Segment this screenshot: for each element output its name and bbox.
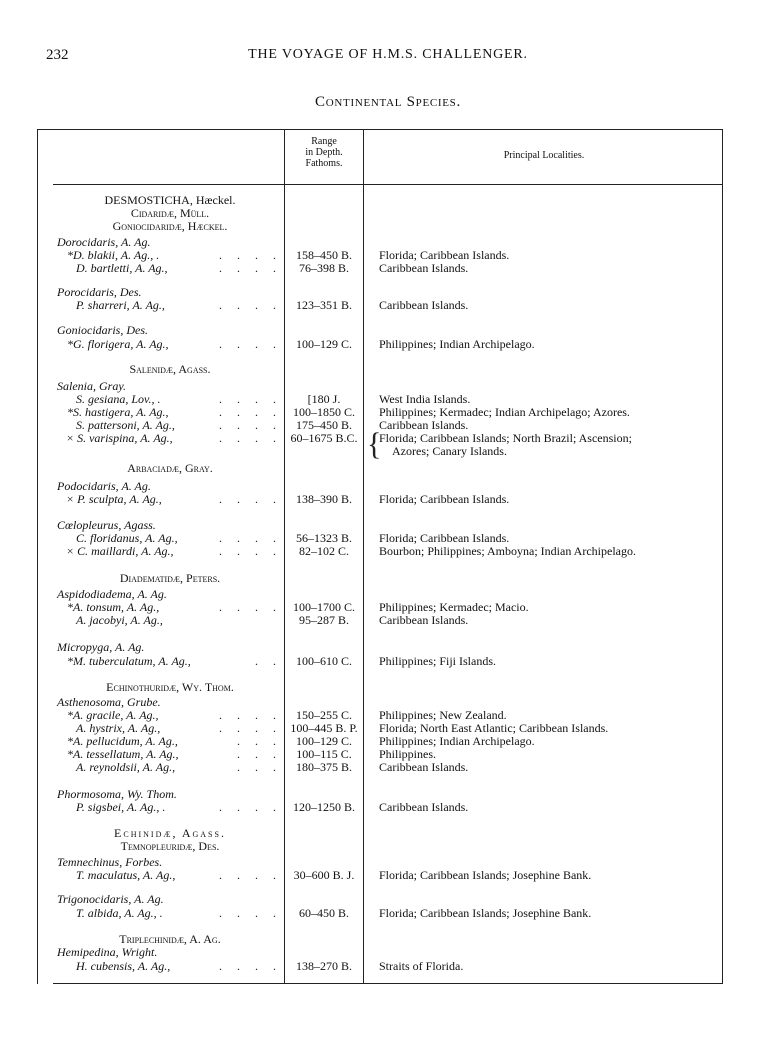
table-row [0, 392, 776, 406]
depth-range: 120–1250 B. [292, 800, 355, 814]
locality: Florida; Caribbean Islands. [379, 248, 510, 262]
table-row [0, 337, 776, 351]
header-bottom-rule [53, 184, 723, 185]
family-heading: Echinidæ, Agass. [114, 826, 226, 840]
running-title: THE VOYAGE OF H.M.S. CHALLENGER. [248, 47, 528, 62]
depth-range: 158–450 B. [295, 248, 352, 262]
leader-dots: . . [255, 654, 282, 668]
table-row [0, 640, 776, 654]
table-bottom-rule [53, 983, 723, 984]
genus-name: Trigonocidaris, A. Ag. [57, 892, 164, 906]
table-row [0, 906, 776, 920]
table-row [0, 518, 776, 532]
family-heading: DESMOSTICHA, Hæckel. [104, 193, 236, 207]
table-row [0, 219, 776, 233]
family-heading: Salenidæ, Agass. [129, 362, 211, 376]
table-row [0, 734, 776, 748]
locality: Philippines; Indian Archipelago. [379, 337, 535, 351]
header-range-line: Fathoms. [305, 158, 343, 169]
depth-range: 30–600 B. J. [293, 868, 355, 882]
locality: Florida; Caribbean Islands; North Brazil; Ascension; [379, 431, 632, 445]
species-name: A. hystrix, A. Ag., [76, 721, 161, 735]
locality: West India Islands. [379, 392, 471, 406]
depth-range: 123–351 B. [295, 298, 352, 312]
genus-name: Dorocidaris, A. Ag. [57, 235, 151, 249]
table-row [0, 708, 776, 722]
species-name: T. albida, A. Ag., . [76, 906, 163, 920]
locality: Florida; Caribbean Islands. [379, 492, 510, 506]
locality: Straits of Florida. [379, 959, 464, 973]
species-name: T. maculatus, A. Ag., [76, 868, 176, 882]
leader-dots: . . . [237, 760, 282, 774]
species-name: C. floridanus, A. Ag., [76, 531, 178, 545]
leader-dots: . . . . [219, 248, 282, 262]
species-name: S. pattersoni, A. Ag., [76, 418, 175, 432]
table-row [0, 600, 776, 614]
table-row [0, 193, 776, 207]
genus-name: Temnechinus, Forbes. [57, 855, 163, 869]
table-row [0, 405, 776, 419]
species-name: *M. tuberculatum, A. Ag., [67, 654, 191, 668]
table-row [0, 680, 776, 694]
genus-name: Podocidaris, A. Ag. [57, 479, 151, 493]
table-row [0, 379, 776, 393]
family-heading: Diadematidæ, Peters. [119, 571, 221, 585]
leader-dots: . . . . [219, 959, 282, 973]
table-row [0, 362, 776, 376]
locality-continued: Azores; Canary Islands. [392, 444, 507, 458]
depth-range: 100–1850 C. [292, 405, 355, 419]
locality: Caribbean Islands. [379, 760, 469, 774]
table-row [0, 747, 776, 761]
table-row [0, 261, 776, 275]
table-row [0, 235, 776, 249]
leader-dots: . . . . [219, 298, 282, 312]
species-name: *G. florigera, A. Ag., [67, 337, 169, 351]
header-range [285, 136, 363, 169]
depth-range: 150–255 C. [295, 708, 352, 722]
species-name: A. jacobyi, A. Ag., [76, 613, 163, 627]
locality: Philippines; Fiji Islands. [379, 654, 497, 668]
depth-range: 76–398 B. [298, 261, 349, 275]
table-row [0, 654, 776, 668]
species-name: *A. pellucidum, A. Ag., [67, 734, 178, 748]
depth-range: 100–1700 C. [292, 600, 355, 614]
table-row [0, 695, 776, 709]
locality: Florida; North East Atlantic; Caribbean Islands. [379, 721, 609, 735]
locality: Caribbean Islands. [379, 613, 469, 627]
table-row [0, 959, 776, 973]
family-heading: Triplechinidæ, A. Ag. [119, 932, 221, 946]
table-row [0, 868, 776, 882]
locality: Florida; Caribbean Islands. [379, 531, 510, 545]
species-name: × P. sculpta, A. Ag., [66, 492, 162, 506]
leader-dots: . . . . [219, 418, 282, 432]
genus-name: Cœlopleurus, Agass. [57, 518, 156, 532]
depth-range: 138–390 B. [295, 492, 352, 506]
table-row [0, 613, 776, 627]
locality: Philippines; New Zealand. [379, 708, 507, 722]
depth-range: 180–375 B. [295, 760, 352, 774]
leader-dots: . . . . [219, 337, 282, 351]
depth-range: 175–450 B. [295, 418, 352, 432]
table-row [0, 479, 776, 493]
leader-dots: . . . [237, 734, 282, 748]
species-name: × S. varispina, A. Ag., [66, 431, 173, 445]
header-range-line: in Depth. [305, 147, 343, 158]
table-row [0, 571, 776, 585]
genus-name: Phormosoma, Wy. Thom. [57, 787, 177, 801]
leader-dots: . . . . [219, 544, 282, 558]
locality: Caribbean Islands. [379, 298, 469, 312]
genus-name: Hemipedina, Wright. [57, 945, 158, 959]
table-row [0, 721, 776, 735]
genus-name: Aspidodiadema, A. Ag. [57, 587, 167, 601]
species-name: × C. maillardi, A. Ag., [66, 544, 174, 558]
leader-dots: . . . . [219, 531, 282, 545]
species-name: *S. hastigera, A. Ag., [67, 405, 169, 419]
locality: Florida; Caribbean Islands; Josephine Bank. [379, 906, 592, 920]
table-row [0, 248, 776, 262]
species-name: *A. tonsum, A. Ag., [67, 600, 160, 614]
table-row [0, 826, 776, 840]
table-row [0, 323, 776, 337]
leader-dots: . . . . [219, 800, 282, 814]
leader-dots: . . . . [219, 708, 282, 722]
depth-range: 60–450 B. [298, 906, 349, 920]
species-name: H. cubensis, A. Ag., [76, 959, 171, 973]
leader-dots: . . . [237, 747, 282, 761]
table-row [0, 855, 776, 869]
depth-range: [180 J. [307, 392, 341, 406]
species-name: S. gesiana, Lov., . [76, 392, 161, 406]
genus-name: Porocidaris, Des. [57, 285, 142, 299]
table-row [0, 787, 776, 801]
locality: Philippines; Kermadec; Indian Archipelago; Azores. [379, 405, 630, 419]
leader-dots: . . . . [219, 906, 282, 920]
locality: Philippines. [379, 747, 437, 761]
locality: Philippines; Kermadec; Macio. [379, 600, 529, 614]
genus-name: Micropyga, A. Ag. [57, 640, 145, 654]
family-heading: Temnopleuridæ, Des. [120, 839, 220, 853]
species-name: *D. blakii, A. Ag., . [67, 248, 160, 262]
table-row [0, 492, 776, 506]
leader-dots: . . . . [219, 261, 282, 275]
locality: Caribbean Islands. [379, 418, 469, 432]
leader-dots: . . . . [219, 868, 282, 882]
brace-icon: { [367, 427, 382, 462]
locality: Caribbean Islands. [379, 261, 469, 275]
leader-dots: . . . . [219, 392, 282, 406]
family-heading: Echinothuridæ, Wy. Thom. [106, 680, 234, 694]
species-name: A. reynoldsii, A. Ag., [76, 760, 176, 774]
locality: Bourbon; Philippines; Amboyna; Indian Archipelago. [379, 544, 636, 558]
table-row [0, 839, 776, 853]
depth-range: 100–610 C. [295, 654, 352, 668]
species-name: *A. tessellatum, A. Ag., [67, 747, 179, 761]
genus-name: Salenia, Gray. [57, 379, 126, 393]
species-name: D. bartletti, A. Ag., [76, 261, 168, 275]
table-row [0, 892, 776, 906]
depth-range: 100–445 B. P. [290, 721, 358, 735]
table-row [0, 461, 776, 475]
table-title: Continental Species. [315, 94, 461, 110]
header-localities: Principal Localities. [503, 150, 585, 161]
depth-range: 138–270 B. [295, 959, 352, 973]
table-row [0, 760, 776, 774]
table-row [0, 431, 776, 458]
species-name: P. sigsbei, A. Ag., . [76, 800, 166, 814]
depth-range: 56–1323 B. [295, 531, 352, 545]
table-row [0, 544, 776, 558]
depth-range: 100–129 C. [295, 734, 352, 748]
table-top-rule [37, 129, 723, 130]
table-row [0, 932, 776, 946]
leader-dots: . . . . [219, 600, 282, 614]
family-heading: Arbaciadæ, Gray. [127, 461, 213, 475]
table-row [0, 298, 776, 312]
table-row [0, 418, 776, 432]
locality: Philippines; Indian Archipelago. [379, 734, 535, 748]
table-row [0, 800, 776, 814]
leader-dots: . . . . [219, 431, 282, 445]
header-range-line: Range [311, 136, 337, 147]
table-row [0, 587, 776, 601]
table-row [0, 531, 776, 545]
depth-range: 60–1675 B.C. [290, 431, 358, 445]
depth-range: 82–102 C. [298, 544, 349, 558]
locality: Florida; Caribbean Islands; Josephine Bank. [379, 868, 592, 882]
locality: Caribbean Islands. [379, 800, 469, 814]
species-name: *A. gracile, A. Ag., [67, 708, 159, 722]
leader-dots: . . . . [219, 492, 282, 506]
page-number: 232 [46, 47, 69, 63]
leader-dots: . . . . [219, 721, 282, 735]
family-heading: Goniocidaridæ, Hæckel. [112, 219, 228, 233]
table-row [0, 285, 776, 299]
depth-range: 95–287 B. [298, 613, 349, 627]
family-heading: Cidaridæ, Müll. [130, 206, 210, 220]
genus-name: Goniocidaris, Des. [57, 323, 148, 337]
table-row [0, 945, 776, 959]
leader-dots: . . . . [219, 405, 282, 419]
genus-name: Asthenosoma, Grube. [57, 695, 161, 709]
depth-range: 100–129 C. [295, 337, 352, 351]
species-name: P. sharreri, A. Ag., [76, 298, 165, 312]
table-row [0, 206, 776, 220]
depth-range: 100–115 C. [296, 747, 352, 761]
